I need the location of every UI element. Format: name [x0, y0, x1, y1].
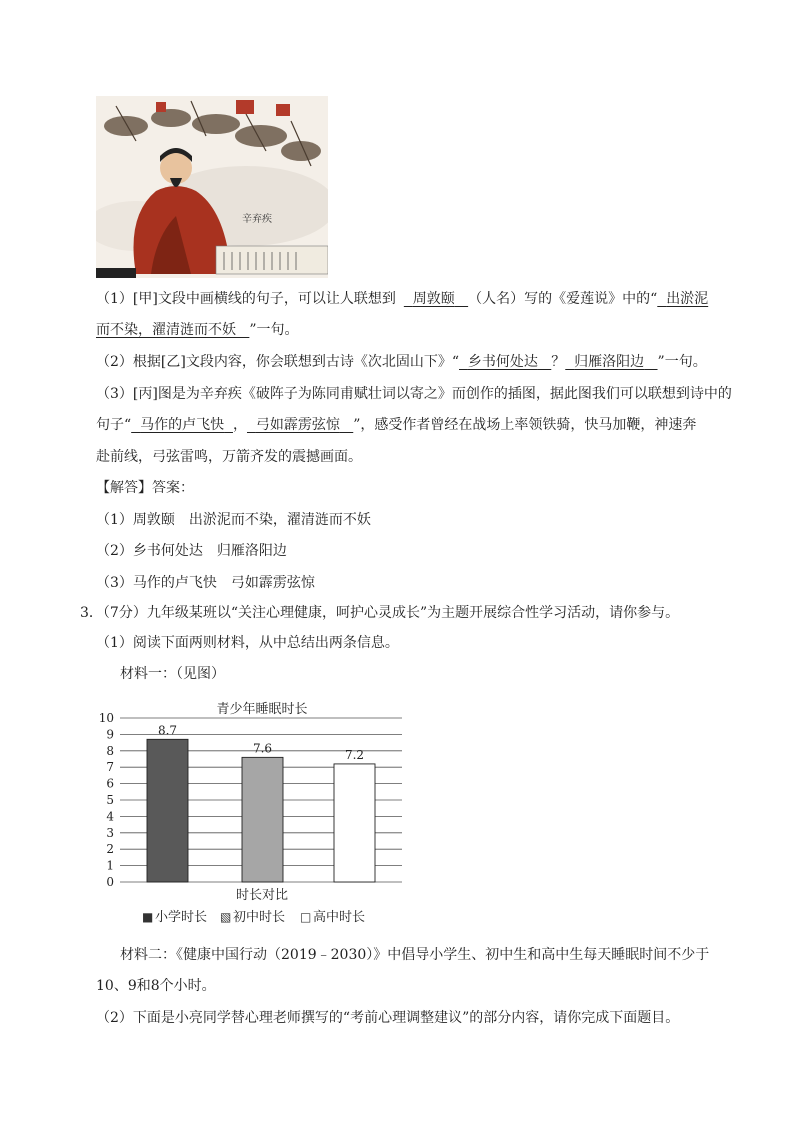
chart-y-ticks — [99, 711, 115, 889]
q2-p3-comma: ， — [232, 417, 247, 433]
q2-p1-blank1 — [404, 291, 468, 307]
answer-1: （1）周敦颐 出淤泥而不染，濯清涟而不妖 — [96, 512, 371, 528]
q2-p1-blank2b — [96, 322, 249, 338]
data-label-1: 8.7 — [157, 723, 178, 738]
answer-3: （3）马作的卢飞快 弓如霹雳弦惊 — [96, 575, 315, 591]
q2-p1-text-a: （1）[甲]文段中画横线的句子，可以让人联想到 — [96, 291, 396, 307]
y-tick-label: 1 — [106, 858, 114, 873]
y-tick-label: 2 — [106, 842, 114, 857]
data-label-2: 7.6 — [252, 741, 273, 756]
q2-p2-blank1 — [459, 354, 551, 370]
q2-p2-blank2 — [565, 354, 657, 370]
answer-2: （2）乡书何处达 归雁洛阳边 — [96, 543, 287, 559]
q2-p3-text-a: （3）[丙]图是为辛弃疾《破阵子为陈同甫赋壮词以寄之》而创作的插图，据此图我们可以联想到诗中的 — [96, 386, 732, 402]
illustration-caption: 辛弃疾 — [242, 214, 272, 225]
y-tick-label: 7 — [106, 760, 114, 775]
q2-p3-text-d: 赴前线，弓弦雷鸣，万箭齐发的震撼画面。 — [96, 449, 362, 465]
chart-title: 青少年睡眠时长 — [216, 702, 308, 717]
q2-part1-line1 — [96, 289, 726, 309]
q2-p1-blank1-text: 周敦颐 — [412, 291, 455, 307]
q2-p1-blank2a — [657, 291, 708, 307]
q2-p2-text-a: （2）根据[乙]文段内容，你会联想到古诗《次北固山下》“ — [96, 354, 459, 370]
q2-p2-blank1-text: 乡书何处达 — [467, 354, 538, 370]
answer-heading: 【解答】答案： — [96, 480, 194, 496]
q2-p3-text-c: ”，感受作者曾经在战场上率领铁骑，快马加鞭，神速奔 — [353, 417, 697, 433]
q2-part1-line2 — [96, 320, 726, 340]
q3-material2-line1: 材料二：《健康中国行动（2019﹣2030）》中倡导小学生、初中生和高中生每天睡眠时间不少于 — [120, 947, 710, 963]
q2-part3-line1 — [96, 384, 732, 404]
data-label-3: 7.2 — [344, 747, 365, 762]
q2-p3-text-b: 句子“ — [96, 417, 132, 433]
sleep-chart — [96, 696, 416, 936]
q2-p3-blank1 — [131, 417, 233, 433]
y-tick-label: 0 — [106, 875, 114, 889]
sleep-chart-svg — [96, 696, 416, 936]
legend-marker-3: □ — [300, 910, 312, 924]
q2-part3-line3 — [96, 447, 726, 467]
y-tick-label: 5 — [106, 793, 114, 807]
illustration-drawing — [96, 96, 328, 278]
q2-p3-blank1-text: 马作的卢飞快 — [140, 417, 225, 433]
bar-3 — [334, 764, 375, 882]
q3-material2-line2: 10、9和8个小时。 — [96, 978, 216, 994]
chart-x-label: 时长对比 — [235, 888, 289, 903]
chart-legend — [142, 909, 365, 925]
legend-marker-2: ▧ — [220, 910, 232, 924]
y-tick-label: 6 — [106, 776, 114, 791]
q2-p2-mid: ？ — [551, 354, 566, 370]
q2-part3-line2 — [96, 415, 726, 435]
q2-p1-text-b: （人名）写的《爱莲说》中的“ — [468, 291, 658, 307]
q2-p1-text-c: ”一句。 — [249, 322, 299, 338]
q2-p2-text-c: ”一句。 — [657, 354, 707, 370]
q2-p1-blank2b-text: 而不染，濯清涟而不妖 — [96, 322, 236, 338]
chart-data-labels — [158, 723, 364, 762]
bar-1 — [147, 739, 188, 882]
legend-label-1: 小学时长 — [155, 910, 208, 925]
y-tick-label: 3 — [106, 825, 114, 840]
q3-sub1: （1）阅读下面两则材料，从中总结出两条信息。 — [96, 635, 399, 651]
y-tick-label: 10 — [98, 711, 114, 725]
legend-marker-1: ■ — [142, 910, 154, 924]
y-tick-label: 9 — [106, 727, 114, 742]
bar-2 — [242, 757, 283, 882]
q2-p1-blank2a-text: 出淤泥 — [666, 291, 709, 307]
q2-p3-blank2-text: 弓如霹雳弦惊 — [255, 417, 340, 433]
q2-p2-blank2-text: 归雁洛阳边 — [574, 354, 645, 370]
q3-material1: 材料一：（见图） — [120, 666, 225, 682]
legend-label-2: 初中时长 — [233, 910, 286, 925]
y-tick-label: 4 — [106, 809, 114, 824]
q3-title: 3．（7分）九年级某班以“关注心理健康，呵护心灵成长”为主题开展综合性学习活动，请你参与。 — [80, 605, 680, 621]
q3-sub2: （2）下面是小亮同学替心理老师撰写的“考前心理调整建议”的部分内容，请你完成下面题目。 — [96, 1010, 680, 1026]
xin-qiji-illustration — [96, 96, 328, 278]
q2-part2 — [96, 352, 726, 372]
legend-label-3: 高中时长 — [313, 910, 366, 925]
chart-bars — [147, 739, 375, 882]
q2-p3-blank2 — [247, 417, 353, 433]
y-tick-label: 8 — [106, 743, 114, 758]
